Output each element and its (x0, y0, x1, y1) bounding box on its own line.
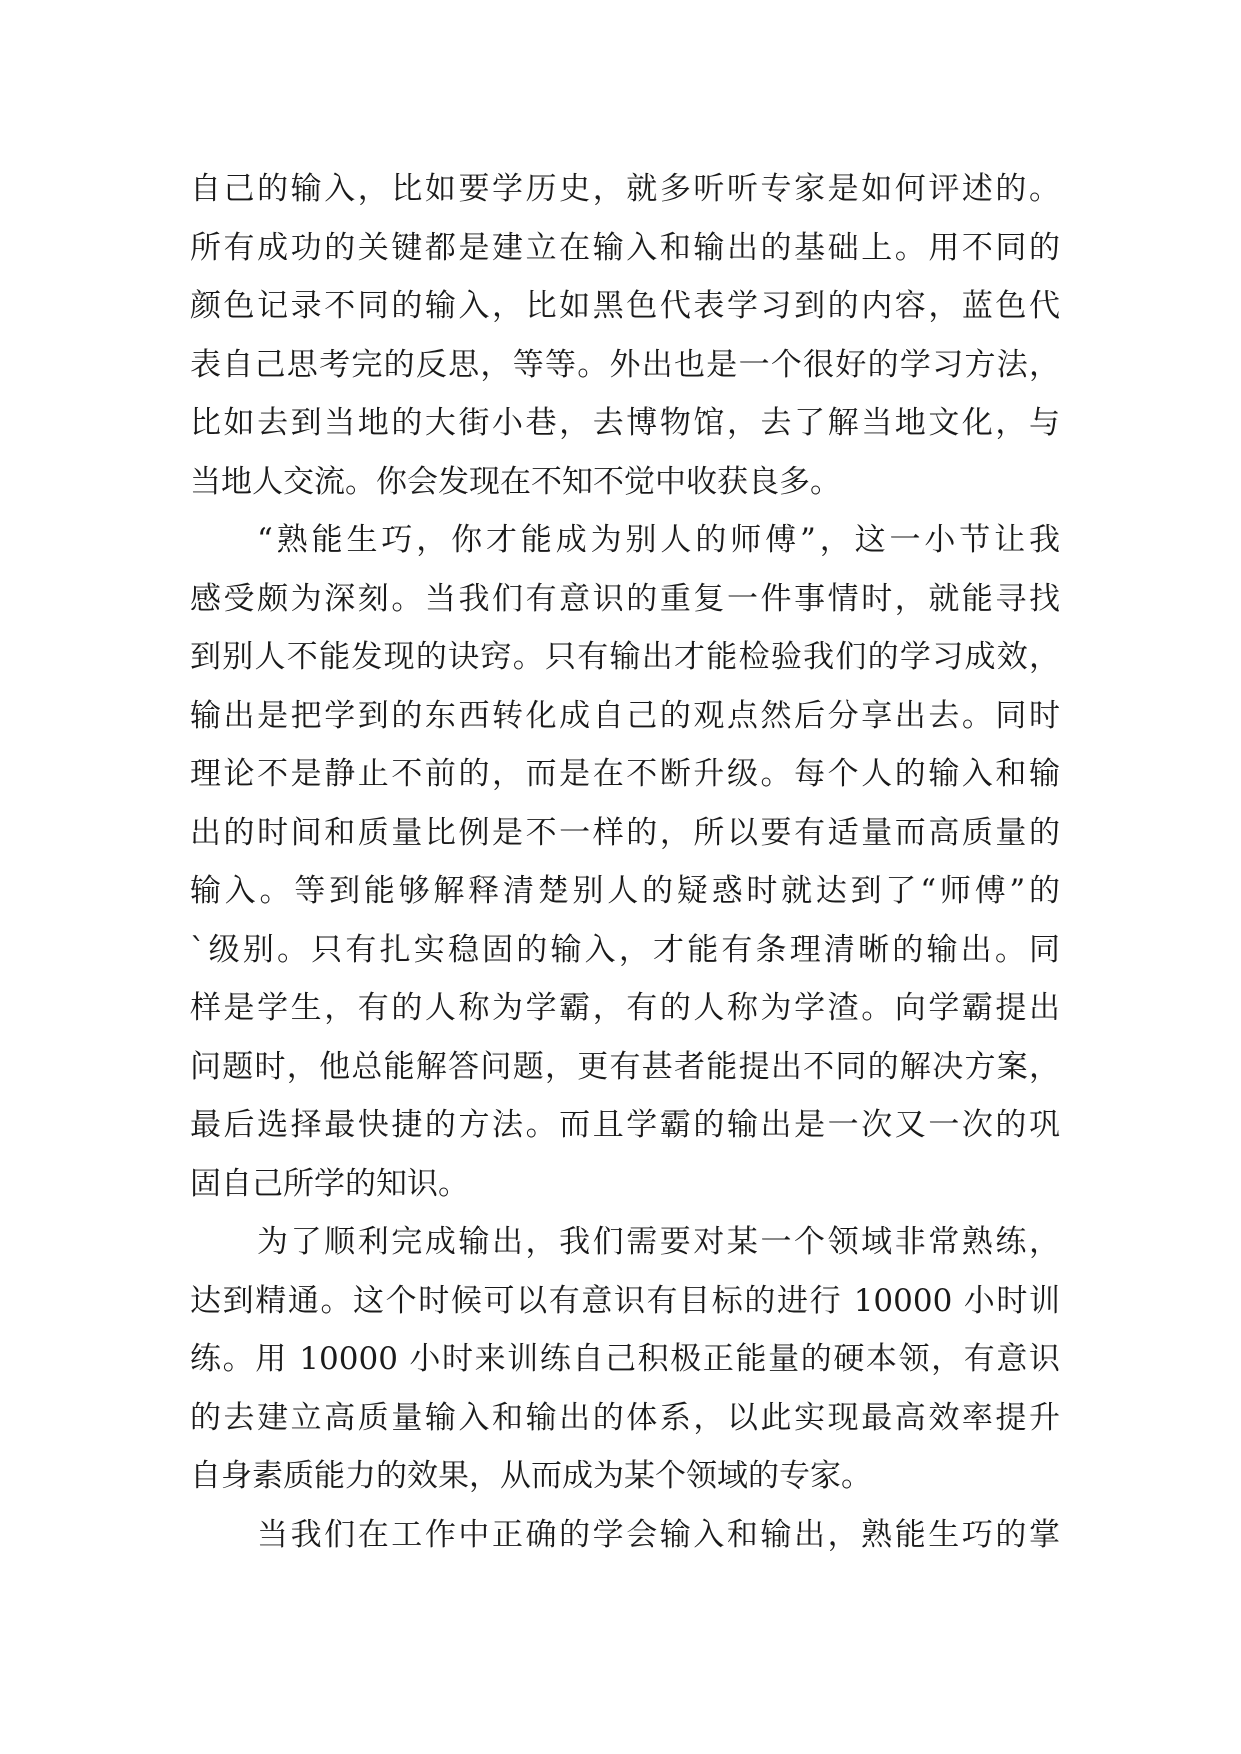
text-line-17: 最后选择最快捷的方法。而且学霸的输出是一次又一次的巩 (190, 1107, 1060, 1143)
text-line-11: 理论不是静止不前的，而是在不断升级。每个人的输入和输 (190, 756, 1060, 792)
text-line-23: 自身素质能力的效果，从而成为某个领域的专家。 (190, 1458, 872, 1494)
text-line-4: 表自己思考完的反思，等等。外出也是一个很好的学习方法， (190, 346, 1060, 383)
text-line-16: 问题时，他总能解答问题，更有甚者能提出不同的解决方案， (190, 1048, 1060, 1085)
text-line-13: 输入。等到能够解释清楚别人的疑惑时就达到了“师傅”的 (190, 873, 1060, 909)
text-line-20: 达到精通。这个时候可以有意识有目标的进行 10000 小时训 (190, 1282, 1060, 1319)
text-line-8: 感受颇为深刻。当我们有意识的重复一件事情时，就能寻找 (190, 580, 1060, 617)
text-line-21: 练。用 10000 小时来训练自己积极正能量的硬本领，有意识 (190, 1341, 1060, 1377)
text-line-12: 出的时间和质量比例是不一样的，所以要有适量而高质量的 (190, 814, 1060, 851)
body-text (190, 160, 1060, 1564)
text-line-3: 颜色记录不同的输入，比如黑色代表学习到的内容，蓝色代 (190, 288, 1060, 324)
text-line-22: 的去建立高质量输入和输出的体系，以此实现最高效率提升 (190, 1399, 1060, 1436)
text-line-14: `级别。只有扎实稳固的输入，才能有条理清晰的输出。同 (190, 931, 1060, 968)
text-line-2: 所有成功的关键都是建立在输入和输出的基础上。用不同的 (190, 229, 1060, 266)
text-line-7: “熟能生巧，你才能成为别人的师傅”，这一小节让我 (257, 522, 1060, 558)
text-line-9: 到别人不能发现的诀窍。只有输出才能检验我们的学习成效， (190, 639, 1060, 675)
text-line-5: 比如去到当地的大街小巷，去博物馆，去了解当地文化，与 (190, 405, 1060, 441)
text-line-19: 为了顺利完成输出，我们需要对某一个领域非常熟练， (257, 1224, 1060, 1260)
text-line-24: 当我们在工作中正确的学会输入和输出，熟能生巧的掌 (257, 1516, 1060, 1553)
text-line-1: 自己的输入，比如要学历史，就多听听专家是如何评述的。 (190, 171, 1060, 207)
text-line-18: 固自己所学的知识。 (190, 1165, 469, 1202)
text-line-6: 当地人交流。你会发现在不知不觉中收获良多。 (190, 463, 841, 500)
text-line-10: 输出是把学到的东西转化成自己的观点然后分享出去。同时 (190, 697, 1060, 734)
text-line-15: 样是学生，有的人称为学霸，有的人称为学渣。向学霸提出 (190, 990, 1060, 1026)
